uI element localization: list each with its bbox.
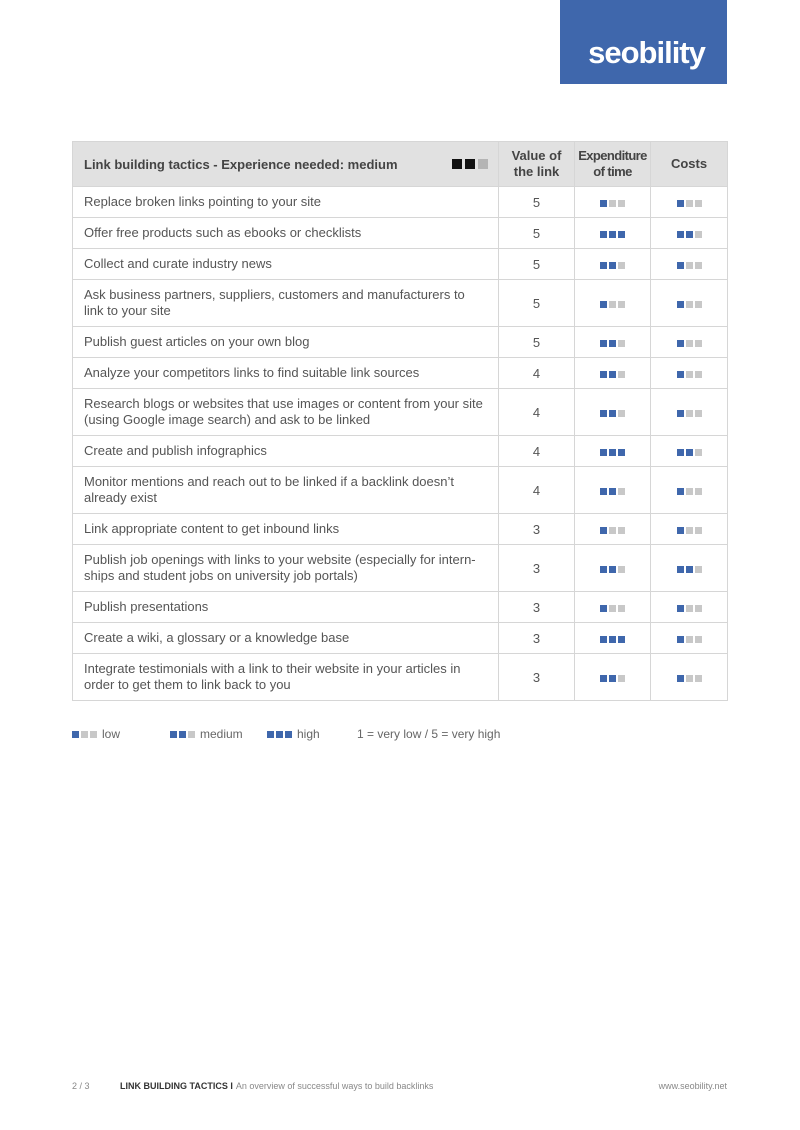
level-square-filled (677, 262, 684, 269)
level-square-filled (600, 301, 607, 308)
costs-level-indicator (677, 488, 702, 495)
table-row (73, 467, 728, 514)
costs-cell (651, 436, 728, 467)
time-level-indicator (600, 301, 625, 308)
costs-cell (651, 654, 728, 701)
level-square-filled (170, 731, 177, 738)
level-square-filled (686, 449, 693, 456)
table-row (73, 187, 728, 218)
level-square-filled (600, 200, 607, 207)
costs-level-indicator (677, 675, 702, 682)
tactic-cell: Research blogs or websites that use images or content from your site (using Google image search) and ask to be linked (73, 389, 499, 436)
level-square-filled (677, 566, 684, 573)
legend-low-indicator (72, 731, 97, 738)
time-cell (575, 623, 651, 654)
level-square-filled (609, 488, 616, 495)
costs-cell (651, 467, 728, 514)
time-level-indicator (600, 262, 625, 269)
legend-high-label: high (297, 727, 320, 741)
level-square-filled (677, 636, 684, 643)
level-square-filled (609, 262, 616, 269)
value-cell: 5 (499, 218, 575, 249)
time-level-indicator (600, 566, 625, 573)
level-square-filled (179, 731, 186, 738)
value-cell: 3 (499, 623, 575, 654)
level-square-filled (600, 527, 607, 534)
level-square-empty (695, 301, 702, 308)
level-square-empty (609, 301, 616, 308)
time-level-indicator (600, 371, 625, 378)
tactic-cell: Offer free products such as ebooks or checklists (73, 218, 499, 249)
time-level-indicator (600, 200, 625, 207)
time-cell (575, 436, 651, 467)
level-square-empty (478, 159, 488, 169)
legend-low (72, 727, 170, 741)
level-square-filled (600, 675, 607, 682)
level-square-filled (609, 371, 616, 378)
table-row (73, 280, 728, 327)
level-square-empty (686, 301, 693, 308)
table-row (73, 218, 728, 249)
value-cell: 3 (499, 545, 575, 592)
level-square-filled (600, 231, 607, 238)
level-square-filled (686, 566, 693, 573)
level-square-filled (609, 449, 616, 456)
level-square-empty (695, 262, 702, 269)
level-square-empty (618, 675, 625, 682)
footer-website: www.seobility.net (658, 1081, 727, 1091)
level-square-empty (686, 371, 693, 378)
value-cell: 3 (499, 592, 575, 623)
level-square-empty (618, 605, 625, 612)
level-square-filled (618, 636, 625, 643)
level-square-filled (686, 231, 693, 238)
level-square-empty (686, 675, 693, 682)
costs-level-indicator (677, 449, 702, 456)
level-square-filled (609, 636, 616, 643)
time-cell (575, 592, 651, 623)
level-square-filled (285, 731, 292, 738)
time-level-indicator (600, 636, 625, 643)
legend-medium-label: medium (200, 727, 243, 741)
page-number: 2 / 3 (72, 1081, 90, 1091)
tactic-cell: Monitor mentions and reach out to be linked if a backlink doesn’t already exist (73, 467, 499, 514)
footer-subtitle: An overview of successful ways to build backlinks (235, 1081, 434, 1091)
level-square-filled (677, 410, 684, 417)
level-square-empty (618, 488, 625, 495)
time-cell (575, 467, 651, 514)
costs-cell (651, 187, 728, 218)
time-cell (575, 280, 651, 327)
time-level-indicator (600, 340, 625, 347)
level-square-filled (677, 488, 684, 495)
level-square-filled (600, 449, 607, 456)
value-cell: 5 (499, 249, 575, 280)
legend-high-indicator (267, 731, 292, 738)
legend-high (267, 727, 357, 741)
table-row (73, 436, 728, 467)
level-square-empty (609, 527, 616, 534)
level-square-filled (677, 231, 684, 238)
costs-level-indicator (677, 340, 702, 347)
time-cell (575, 187, 651, 218)
table-row (73, 654, 728, 701)
costs-cell (651, 514, 728, 545)
level-square-filled (609, 410, 616, 417)
value-cell: 5 (499, 280, 575, 327)
level-square-empty (618, 340, 625, 347)
tactic-cell: Replace broken links pointing to your site (73, 187, 499, 218)
tactic-cell: Publish guest articles on your own blog (73, 327, 499, 358)
level-square-empty (695, 231, 702, 238)
level-square-filled (600, 636, 607, 643)
level-square-empty (686, 527, 693, 534)
level-square-empty (695, 605, 702, 612)
costs-cell (651, 280, 728, 327)
legend-low-label: low (102, 727, 121, 741)
legend-medium-indicator (170, 731, 195, 738)
costs-level-indicator (677, 636, 702, 643)
value-cell: 4 (499, 467, 575, 514)
table-row (73, 545, 728, 592)
table-title-cell (73, 142, 499, 187)
level-square-filled (618, 449, 625, 456)
legend-scale-note: 1 = very low / 5 = very high (357, 727, 501, 741)
level-square-empty (618, 371, 625, 378)
footer-doc-title: LINK BUILDING TACTICS I (120, 1081, 233, 1091)
level-square-empty (695, 449, 702, 456)
costs-level-indicator (677, 200, 702, 207)
level-square-filled (677, 527, 684, 534)
time-level-indicator (600, 527, 625, 534)
table-row (73, 389, 728, 436)
tactic-cell: Publish job openings with links to your website (especially for intern- ships and student jobs on university job portals) (73, 545, 499, 592)
level-square-empty (686, 410, 693, 417)
level-square-empty (609, 605, 616, 612)
legend-medium (170, 727, 267, 741)
costs-cell (651, 218, 728, 249)
costs-cell (651, 592, 728, 623)
level-square-filled (618, 231, 625, 238)
time-level-indicator (600, 675, 625, 682)
experience-level-indicator (452, 159, 488, 169)
time-level-indicator (600, 488, 625, 495)
level-square-empty (618, 301, 625, 308)
value-cell: 4 (499, 389, 575, 436)
legend (72, 726, 500, 742)
value-cell: 5 (499, 187, 575, 218)
costs-level-indicator (677, 410, 702, 417)
value-cell: 3 (499, 654, 575, 701)
time-cell (575, 389, 651, 436)
value-cell: 4 (499, 436, 575, 467)
level-square-filled (267, 731, 274, 738)
costs-cell (651, 358, 728, 389)
table-title: Link building tactics - Experience needed: medium (84, 156, 398, 172)
level-square-empty (618, 262, 625, 269)
table-header-row (73, 142, 728, 187)
level-square-filled (677, 340, 684, 347)
level-square-empty (686, 605, 693, 612)
level-square-filled (677, 605, 684, 612)
level-square-filled (677, 675, 684, 682)
time-cell (575, 327, 651, 358)
time-cell (575, 514, 651, 545)
level-square-filled (609, 231, 616, 238)
level-square-filled (609, 340, 616, 347)
level-square-empty (695, 340, 702, 347)
level-square-empty (695, 488, 702, 495)
level-square-empty (90, 731, 97, 738)
tactic-cell: Publish presentations (73, 592, 499, 623)
costs-level-indicator (677, 566, 702, 573)
costs-cell (651, 545, 728, 592)
table-body (73, 187, 728, 701)
costs-cell (651, 623, 728, 654)
level-square-filled (276, 731, 283, 738)
level-square-empty (695, 566, 702, 573)
costs-level-indicator (677, 301, 702, 308)
level-square-filled (677, 449, 684, 456)
costs-cell (651, 327, 728, 358)
level-square-empty (686, 340, 693, 347)
level-square-empty (686, 200, 693, 207)
table-row (73, 327, 728, 358)
time-level-indicator (600, 605, 625, 612)
level-square-empty (618, 566, 625, 573)
level-square-empty (695, 200, 702, 207)
level-square-filled (452, 159, 462, 169)
logo-text: seobility (588, 35, 705, 70)
level-square-empty (188, 731, 195, 738)
costs-level-indicator (677, 231, 702, 238)
level-square-filled (677, 200, 684, 207)
value-cell: 3 (499, 514, 575, 545)
time-level-indicator (600, 410, 625, 417)
level-square-empty (695, 636, 702, 643)
tactic-cell: Create and publish infographics (73, 436, 499, 467)
level-square-empty (686, 488, 693, 495)
footer (72, 1080, 727, 1092)
level-square-filled (600, 371, 607, 378)
tactic-cell: Collect and curate industry news (73, 249, 499, 280)
logo (560, 0, 727, 84)
time-cell (575, 218, 651, 249)
tactic-cell: Analyze your competitors links to find suitable link sources (73, 358, 499, 389)
level-square-empty (81, 731, 88, 738)
level-square-filled (609, 566, 616, 573)
level-square-empty (609, 200, 616, 207)
level-square-empty (618, 200, 625, 207)
tactics-table (72, 141, 728, 701)
value-cell: 5 (499, 327, 575, 358)
level-square-filled (677, 371, 684, 378)
costs-level-indicator (677, 371, 702, 378)
table-row (73, 592, 728, 623)
level-square-empty (695, 371, 702, 378)
table-row (73, 514, 728, 545)
time-level-indicator (600, 449, 625, 456)
level-square-filled (72, 731, 79, 738)
level-square-empty (695, 410, 702, 417)
time-cell (575, 654, 651, 701)
level-square-filled (600, 488, 607, 495)
costs-cell (651, 249, 728, 280)
level-square-empty (686, 262, 693, 269)
level-square-filled (600, 410, 607, 417)
tactic-cell: Integrate testimonials with a link to their website in your articles in order to get them to link back to you (73, 654, 499, 701)
time-column-header: Expenditure of time (575, 142, 651, 187)
level-square-filled (600, 262, 607, 269)
costs-column-header: Costs (651, 142, 728, 187)
tactic-cell: Create a wiki, a glossary or a knowledge base (73, 623, 499, 654)
level-square-empty (695, 527, 702, 534)
time-cell (575, 545, 651, 592)
level-square-empty (686, 636, 693, 643)
costs-level-indicator (677, 262, 702, 269)
value-cell: 4 (499, 358, 575, 389)
time-cell (575, 358, 651, 389)
table-row (73, 623, 728, 654)
costs-cell (651, 389, 728, 436)
level-square-filled (600, 340, 607, 347)
level-square-empty (695, 675, 702, 682)
level-square-filled (465, 159, 475, 169)
table-row (73, 249, 728, 280)
costs-level-indicator (677, 605, 702, 612)
value-column-header: Value of the link (499, 142, 575, 187)
table-row (73, 358, 728, 389)
level-square-filled (677, 301, 684, 308)
level-square-filled (609, 675, 616, 682)
level-square-filled (600, 605, 607, 612)
time-level-indicator (600, 231, 625, 238)
level-square-empty (618, 527, 625, 534)
level-square-empty (618, 410, 625, 417)
tactic-cell: Link appropriate content to get inbound links (73, 514, 499, 545)
time-cell (575, 249, 651, 280)
costs-level-indicator (677, 527, 702, 534)
level-square-filled (600, 566, 607, 573)
tactic-cell: Ask business partners, suppliers, customers and manufacturers to link to your site (73, 280, 499, 327)
